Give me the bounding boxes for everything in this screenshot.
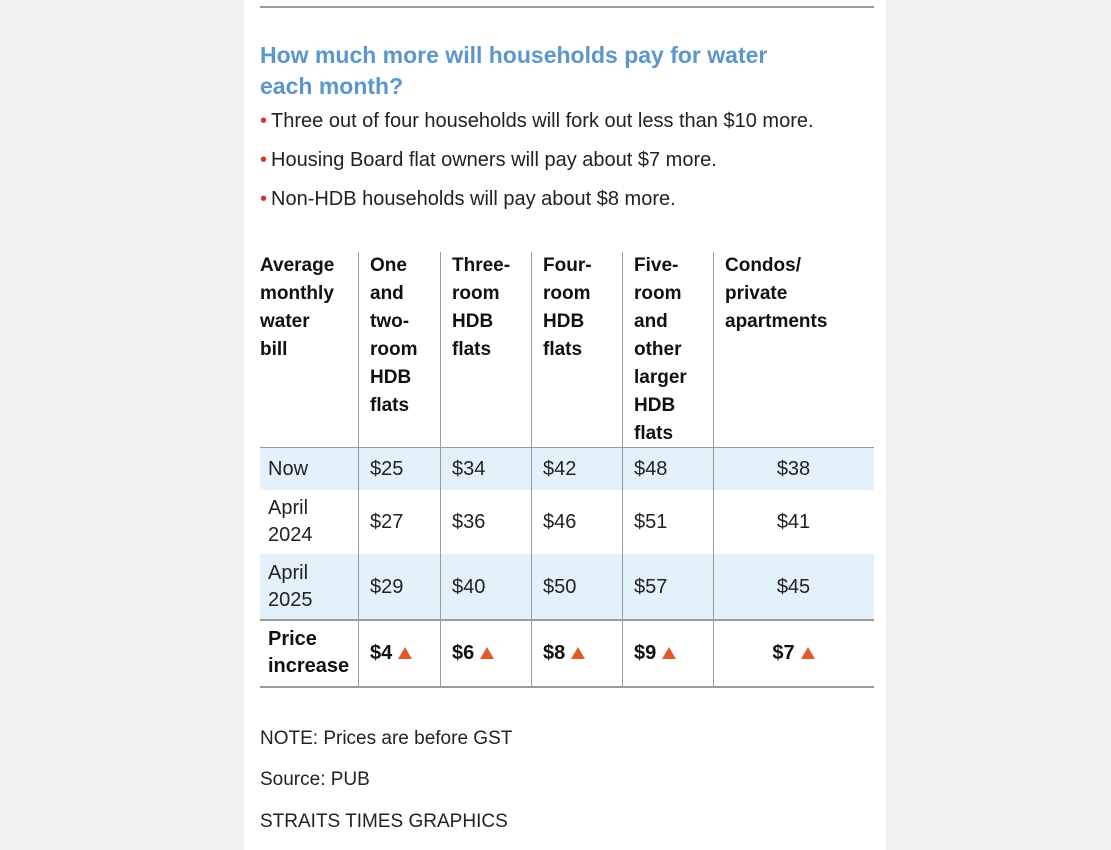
price-increase-row bbox=[260, 620, 874, 686]
column-header-line: One bbox=[370, 255, 407, 276]
value-cell: $38 bbox=[776, 457, 811, 480]
bullet-item: • Housing Board flat owners will pay about $7 more. bbox=[260, 149, 717, 171]
column-header-line: other bbox=[634, 339, 682, 360]
column-header-line: Three- bbox=[452, 255, 511, 276]
up-triangle-icon bbox=[662, 647, 676, 659]
column-header-line: HDB bbox=[370, 367, 412, 388]
bullet-item: • Three out of four households will fork out less than $10 more. bbox=[260, 110, 814, 132]
table-row bbox=[260, 554, 874, 620]
increase-cell bbox=[440, 620, 531, 686]
increase-value: $6 bbox=[452, 641, 475, 664]
column-header-line: larger bbox=[634, 367, 687, 388]
column-header-line: room bbox=[543, 283, 591, 304]
bullet-dot-icon: • bbox=[260, 110, 268, 132]
up-triangle-icon bbox=[398, 647, 412, 659]
up-triangle-icon bbox=[801, 647, 815, 659]
table-row bbox=[260, 448, 874, 490]
title-line-1: How much more will households pay for water bbox=[260, 42, 768, 68]
bullet-dot-icon: • bbox=[260, 188, 268, 210]
column-header-line: Condos/ bbox=[725, 255, 801, 276]
water-bill-table bbox=[260, 252, 874, 677]
table-header bbox=[260, 252, 874, 448]
up-triangle-icon bbox=[571, 647, 585, 659]
column-header-line: room bbox=[370, 339, 418, 360]
value-cell: $34 bbox=[452, 457, 486, 480]
value-cell: $41 bbox=[776, 510, 811, 533]
increase-cell bbox=[622, 620, 713, 686]
column-header-line: flats bbox=[634, 423, 674, 444]
value-cell: $51 bbox=[634, 510, 668, 533]
column-divider bbox=[531, 252, 532, 686]
value-cell: $27 bbox=[370, 510, 404, 533]
column-header-line: room bbox=[452, 283, 500, 304]
increase-value: $9 bbox=[634, 641, 657, 664]
column-header-line: two- bbox=[370, 311, 410, 332]
column-divider bbox=[713, 252, 714, 686]
row-label: April 2025 bbox=[268, 562, 313, 611]
increase-cell bbox=[713, 620, 874, 686]
source-text: Source: PUB bbox=[260, 769, 370, 790]
column-header-line: HDB bbox=[634, 395, 676, 416]
column-header-line: HDB bbox=[543, 311, 585, 332]
column-header-line: Four- bbox=[543, 255, 592, 276]
column-header-line: flats bbox=[543, 339, 583, 360]
increase-value: $8 bbox=[543, 641, 566, 664]
column-header-condo bbox=[713, 252, 874, 448]
increase-value: $4 bbox=[370, 641, 393, 664]
column-header-line: Average bbox=[260, 255, 335, 276]
column-header-line: private bbox=[725, 283, 788, 304]
value-cell: $57 bbox=[634, 575, 668, 598]
row-label: Now bbox=[268, 457, 309, 480]
value-cell: $40 bbox=[452, 575, 486, 598]
infographic-card bbox=[244, 0, 886, 850]
column-header-line: flats bbox=[452, 339, 492, 360]
credit-text: STRAITS TIMES GRAPHICS bbox=[260, 811, 508, 832]
value-cell: $42 bbox=[543, 457, 577, 480]
row-label: Price increase bbox=[268, 628, 350, 677]
column-header-line: monthly bbox=[260, 283, 334, 304]
column-header-line: and bbox=[634, 311, 668, 332]
bullet-item: • Non-HDB households will pay about $8 more. bbox=[260, 188, 676, 210]
increase-value: $7 bbox=[772, 641, 795, 664]
table-rule bbox=[260, 686, 874, 688]
value-cell: $46 bbox=[543, 510, 577, 533]
row-label: April 2024 bbox=[268, 497, 313, 546]
bullet-list bbox=[260, 108, 880, 225]
column-divider bbox=[358, 252, 359, 686]
bullet-dot-icon: • bbox=[260, 149, 268, 171]
column-header-line: bill bbox=[260, 339, 288, 360]
value-cell: $48 bbox=[634, 457, 668, 480]
column-header-line: HDB bbox=[452, 311, 494, 332]
column-divider bbox=[440, 252, 441, 686]
column-header-line: flats bbox=[370, 395, 410, 416]
column-header-one-two-room bbox=[358, 252, 440, 448]
column-header-line: room bbox=[634, 283, 682, 304]
value-cell: $45 bbox=[776, 575, 811, 598]
value-cell: $29 bbox=[370, 575, 404, 598]
chart-title bbox=[260, 40, 860, 102]
column-header-bill bbox=[260, 252, 358, 448]
value-cell: $25 bbox=[370, 457, 404, 480]
column-header-line: apartments bbox=[725, 311, 828, 332]
table-row bbox=[260, 490, 874, 554]
increase-cell bbox=[358, 620, 440, 686]
column-header-four-room bbox=[531, 252, 622, 448]
up-triangle-icon bbox=[480, 647, 494, 659]
column-header-five-room bbox=[622, 252, 713, 448]
increase-cell bbox=[531, 620, 622, 686]
value-cell: $50 bbox=[543, 575, 577, 598]
title-line-2: each month? bbox=[260, 73, 404, 99]
column-header-line: water bbox=[260, 311, 310, 332]
column-header-line: and bbox=[370, 283, 404, 304]
column-divider bbox=[622, 252, 623, 686]
value-cell: $36 bbox=[452, 510, 486, 533]
note-text: NOTE: Prices are before GST bbox=[260, 728, 513, 749]
column-header-line: Five- bbox=[634, 255, 679, 276]
column-header-three-room bbox=[440, 252, 531, 448]
top-rule bbox=[260, 6, 874, 8]
